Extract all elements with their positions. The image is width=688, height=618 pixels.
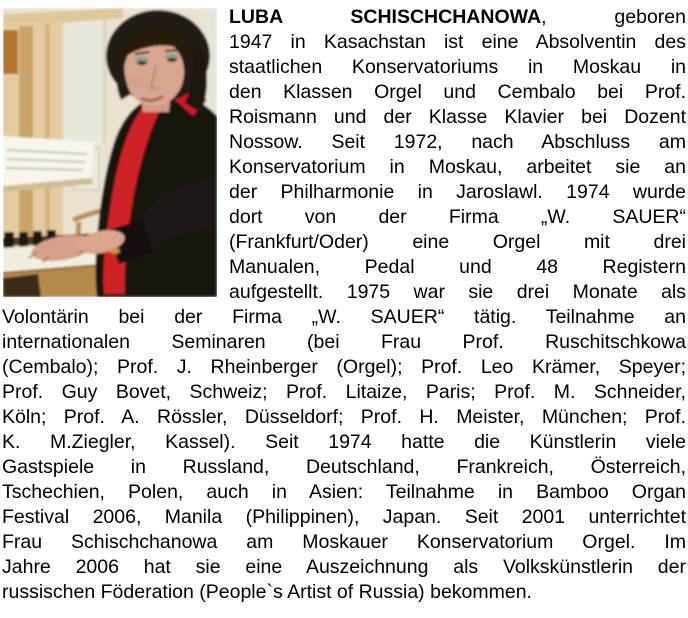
- text-line: Köln; Prof. A. Rössler, Düsseldorf; Prof. H. Meister, München; Prof.: [2, 406, 686, 428]
- text-line: (Frankfurt/Oder) eine Orgel mit drei: [229, 231, 686, 253]
- text-line: 1947 in Kasachstan ist eine Absolventin des: [229, 31, 686, 53]
- text-line: Prof. Guy Bovet, Schweiz; Prof. Litaize, Paris; Prof. M. Schneider,: [2, 381, 686, 403]
- text-line: staatlichen Konservatoriums in Moskau in: [229, 56, 686, 78]
- person-name: LUBA SCHISCHCHANOWA: [229, 6, 542, 28]
- text-line: Nossow. Seit 1972, nach Abschluss am: [229, 131, 686, 153]
- text-line: internationalen Seminaren (bei Frau Prof. Ruschitschkowa: [2, 331, 686, 353]
- text-line: dort von der Firma „W. SAUER“: [229, 206, 686, 228]
- watch: [110, 248, 120, 254]
- face: [106, 10, 210, 113]
- text-line: den Klassen Orgel und Cembalo bei Prof.: [229, 81, 686, 103]
- text-line: russischen Föderation (People`s Artist of Russia) bekommen.: [2, 581, 532, 603]
- text-line: Roismann und der Klasse Klavier bei Dozent: [229, 106, 686, 128]
- text-line: Gastspiele in Russland, Deutschland, Frankreich, Österreich,: [2, 456, 686, 478]
- text-line: Volontärin bei der Firma „W. SAUER“ tätig. Teilnahme an: [2, 306, 686, 328]
- text-line: Tschechien, Polen, auch in Asien: Teilnahme in Bamboo Organ: [2, 481, 686, 503]
- text-line: Manualen, Pedal und 48 Registern: [229, 256, 686, 278]
- text-line: (Cembalo); Prof. J. Rheinberger (Orgel); Prof. Leo Krämer, Speyer;: [2, 356, 686, 378]
- sheet-music: [3, 136, 95, 192]
- text-line: LUBA SCHISCHCHANOWA, geboren: [229, 6, 686, 28]
- text-line: K. M.Ziegler, Kassel). Seit 1974 hatte die Künstlerin viele: [2, 431, 686, 453]
- text-line: aufgestellt. 1975 war sie drei Monate als: [229, 281, 686, 303]
- text-line: Festival 2006, Manila (Philippinen), Japan. Seit 2001 unterrichtet: [2, 506, 686, 528]
- portrait-photo-illustration: [3, 8, 217, 297]
- portrait-photo: [3, 8, 217, 297]
- text-line: Konservatorium in Moskau, arbeitet sie an: [229, 156, 686, 178]
- text-line: der Philharmonie in Jaroslawl. 1974 wurde: [229, 181, 686, 203]
- text-line: Frau Schischchanowa am Moskauer Konservatorium Orgel. Im: [2, 531, 686, 553]
- text-line: Jahre 2006 hat sie eine Auszeichnung als Volkskünstlerin der: [2, 556, 686, 578]
